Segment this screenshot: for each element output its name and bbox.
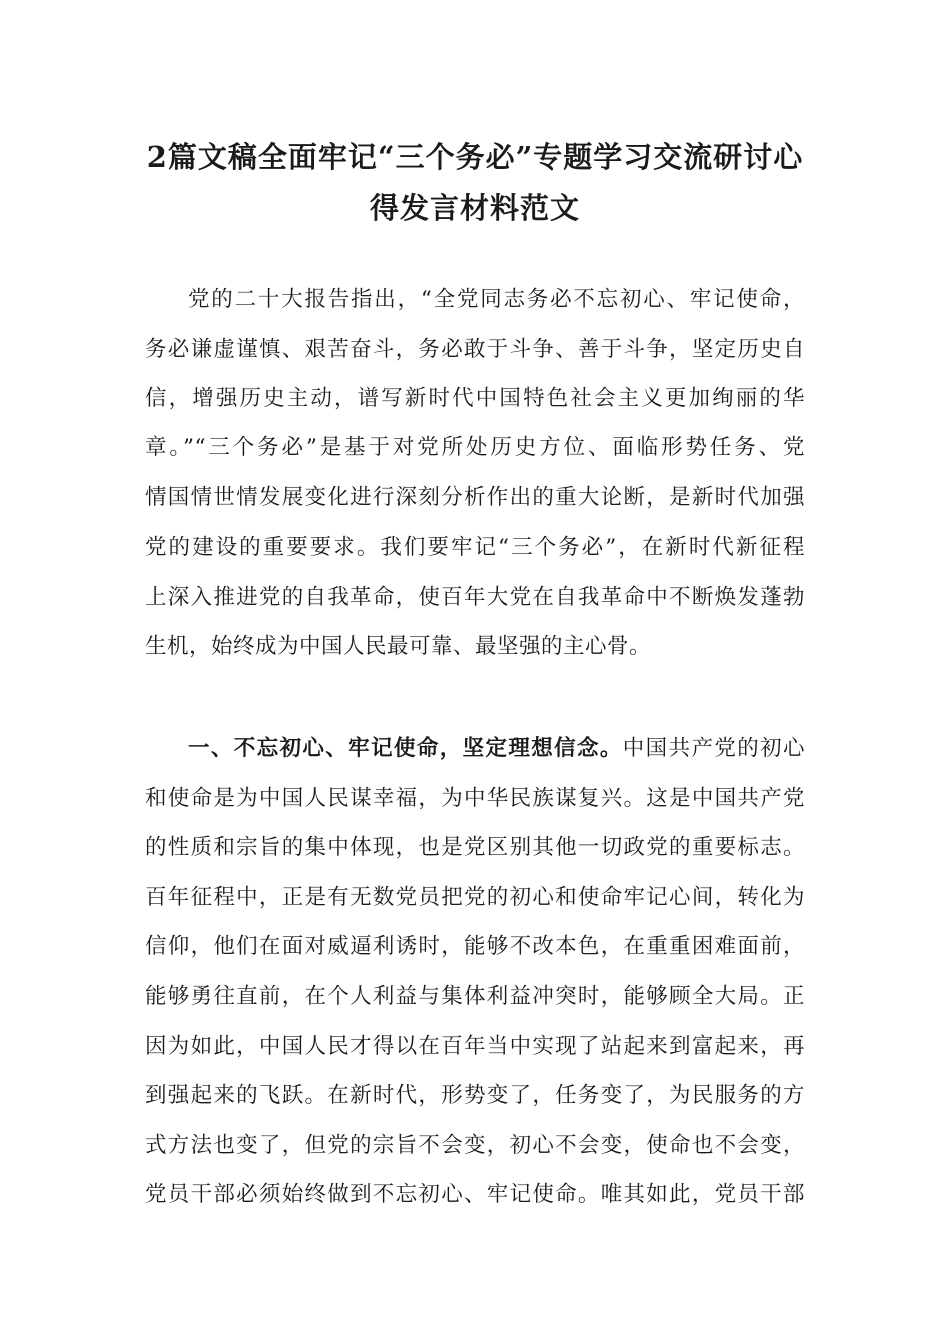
text-line: 生机，始终成为中国人民最可靠、最坚强的主心骨。 [145,634,652,659]
text-line: 到强起来的飞跃。在新时代，形势变了，任务变了，为民服务的方 [145,1083,805,1108]
document-title-line-1: 2篇文稿全面牢记“三个务必”专题学习交流研讨心 [146,140,804,174]
text-line: 因为如此，中国人民才得以在百年当中实现了站起来到富起来，再 [145,1034,805,1059]
text-line: 情国情世情发展变化进行深刻分析作出的重大论断，是新时代加强 [145,485,805,510]
text-line: 章。”“三个务必”是基于对党所处历史方位、面临形势任务、党 [145,435,805,460]
text-line: 中国共产党的初心 [622,736,805,761]
text-line: 能够勇往直前，在个人利益与集体利益冲突时，能够顾全大局。正 [145,984,805,1009]
section-1-heading: 一、不忘初心、牢记使命，坚定理想信念。 [188,736,623,761]
text-line: 式方法也变了，但党的宗旨不会变，初心不会变，使命也不会变， [145,1133,805,1158]
text-line: 百年征程中，正是有无数党员把党的初心和使命牢记心间，转化为 [145,885,805,910]
text-line: 和使命是为中国人民谋幸福，为中华民族谋复兴。这是中国共产党 [145,786,805,811]
text-line: 信，增强历史主动，谱写新时代中国特色社会主义更加绚丽的华 [145,386,805,411]
text-line: 党员干部必须始终做到不忘初心、牢记使命。唯其如此，党员干部 [145,1182,805,1207]
text-line: 信仰，他们在面对威逼利诱时，能够不改本色，在重重困难面前， [145,934,805,959]
text-line: 务必谦虚谨慎、艰苦奋斗，务必敢于斗争、善于斗争，坚定历史自 [145,337,805,362]
text-line: 上深入推进党的自我革命，使百年大党在自我革命中不断焕发蓬勃 [145,585,805,610]
section-1-first-line [188,734,805,764]
document-title-line-2: 得发言材料范文 [369,191,580,225]
text-line: 党的建设的重要要求。我们要牢记“三个务必”，在新时代新征程 [145,535,805,560]
text-line: 党的二十大报告指出，“全党同志务必不忘初心、牢记使命， [188,287,805,312]
text-line: 的性质和宗旨的集中体现，也是党区别其他一切政党的重要标志。 [145,835,805,860]
